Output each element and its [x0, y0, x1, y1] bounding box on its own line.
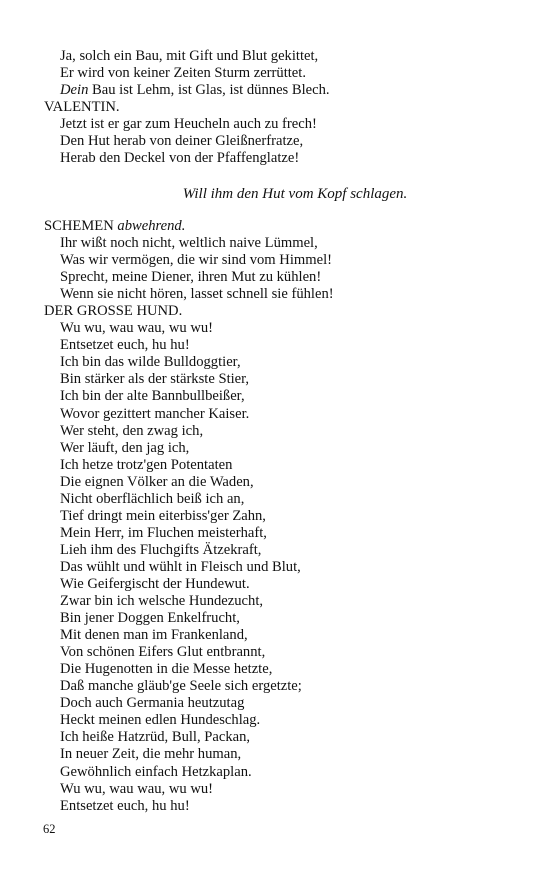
verse-line	[0, 542, 550, 559]
line-text: Ich bin das wilde Bulldoggtier,	[60, 354, 241, 371]
verse-line	[0, 644, 550, 661]
line-text: Sprecht, meine Diener, ihren Mut zu kühlen!	[60, 269, 322, 286]
verse-line	[0, 406, 550, 423]
verse-line	[0, 559, 550, 576]
verse-line	[0, 423, 550, 440]
verse-line	[0, 388, 550, 405]
line-text: Entsetzet euch, hu hu!	[60, 797, 190, 814]
line-text: Er wird von keiner Zeiten Sturm zerrüttet.	[60, 65, 306, 82]
line-text: Die Hugenotten in die Messe hetzte,	[60, 661, 273, 678]
verse-line	[0, 354, 550, 371]
verse-block-2	[0, 218, 550, 815]
verse-line	[0, 320, 550, 337]
line-text: Wovor gezittert mancher Kaiser.	[60, 405, 250, 422]
line-text: Wenn sie nicht hören, lasset schnell sie fühlen!	[60, 286, 334, 303]
verse-line	[0, 269, 550, 286]
verse-line	[0, 764, 550, 781]
line-text: Tief dringt mein eiterbiss'ger Zahn,	[60, 507, 266, 524]
verse-line	[0, 661, 550, 678]
line-text: Entsetzet euch, hu hu!	[60, 337, 190, 354]
verse-line	[0, 474, 550, 491]
verse-line	[0, 781, 550, 798]
line-text: Gewöhnlich einfach Hetzkaplan.	[60, 763, 252, 780]
line-text: Ja, solch ein Bau, mit Gift und Blut gekittet,	[60, 48, 319, 64]
verse-line	[0, 610, 550, 627]
emphasis-text: abwehrend.	[117, 218, 186, 234]
line-text: Lieh ihm des Fluchgifts Ätzekraft,	[60, 541, 262, 558]
line-text: Mit denen man im Frankenland,	[60, 627, 248, 644]
line-text: Bau ist Lehm, ist Glas, ist dünnes Blech.	[88, 82, 330, 99]
verse-line	[0, 252, 550, 269]
verse-line	[0, 286, 550, 303]
line-text: DER GROSSE HUND.	[44, 303, 183, 320]
line-text: Was wir vermögen, die wir sind vom Himmel!	[60, 252, 333, 269]
verse-line	[0, 116, 550, 133]
verse-line	[0, 712, 550, 729]
verse-line	[0, 457, 550, 474]
verse-block-1	[0, 48, 550, 167]
line-text: Von schönen Eifers Glut entbrannt,	[60, 644, 266, 661]
stage-direction: Will ihm den Hut vom Kopf schlagen.	[182, 186, 408, 202]
verse-line	[0, 371, 550, 388]
line-text: Die eignen Völker an die Waden,	[60, 473, 254, 490]
line-text: Herab den Deckel von der Pfaffenglatze!	[60, 150, 300, 167]
verse-line	[0, 491, 550, 508]
verse-line	[0, 235, 550, 252]
line-text: Wu wu, wau wau, wu wu!	[60, 780, 214, 797]
verse-line	[0, 150, 550, 167]
verse-line	[0, 593, 550, 610]
verse-line	[0, 678, 550, 695]
line-text: Wie Geifergischt der Hundewut.	[60, 575, 250, 592]
line-text: Ich bin der alte Bannbullbeißer,	[60, 388, 245, 405]
line-text: Den Hut herab von deiner Gleißnerfratze,	[60, 133, 304, 150]
line-text: In neuer Zeit, die mehr human,	[60, 746, 242, 763]
verse-line	[0, 729, 550, 746]
line-text: Bin stärker als der stärkste Stier,	[60, 371, 250, 388]
emphasis-text: Dein	[60, 82, 89, 99]
line-text: Wer läuft, den jag ich,	[60, 439, 190, 456]
verse-line	[0, 337, 550, 354]
verse-line	[0, 48, 550, 65]
verse-line	[0, 82, 550, 99]
verse-line	[0, 508, 550, 525]
line-text: SCHEMEN	[44, 218, 118, 234]
verse-line	[0, 525, 550, 542]
line-text: Wer steht, den zwag ich,	[60, 422, 204, 439]
verse-line	[0, 133, 550, 150]
line-text: VALENTIN.	[44, 99, 120, 116]
line-text: Wu wu, wau wau, wu wu!	[60, 320, 214, 337]
line-text: Jetzt ist er gar zum Heucheln auch zu frech!	[60, 116, 317, 133]
line-text: Ich heiße Hatzrüd, Bull, Packan,	[60, 729, 251, 746]
speaker-name	[0, 99, 550, 116]
verse-line	[0, 746, 550, 763]
speaker-name	[0, 303, 550, 320]
line-text: Ihr wißt noch nicht, weltlich naive Lümmel,	[60, 235, 318, 252]
line-text: Das wühlt und wühlt in Fleisch und Blut,	[60, 558, 301, 575]
line-text: Mein Herr, im Fluchen meisterhaft,	[60, 524, 267, 541]
verse-line	[0, 576, 550, 593]
speaker-name	[0, 218, 550, 235]
verse-line	[0, 695, 550, 712]
line-text: Nicht oberflächlich beiß ich an,	[60, 490, 245, 507]
verse-line	[0, 440, 550, 457]
line-text: Doch auch Germania heutzutag	[60, 695, 245, 712]
line-text: Bin jener Doggen Enkelfrucht,	[60, 610, 240, 627]
verse-line	[0, 65, 550, 82]
line-text: Zwar bin ich welsche Hundezucht,	[60, 593, 264, 610]
line-text: Daß manche gläub'ge Seele sich ergetzte;	[60, 678, 302, 695]
line-text: Heckt meinen edlen Hundeschlag.	[60, 712, 261, 729]
page-number: 62	[43, 822, 56, 836]
verse-line	[0, 798, 550, 815]
line-text: Ich hetze trotz'gen Potentaten	[60, 456, 233, 473]
verse-line	[0, 627, 550, 644]
